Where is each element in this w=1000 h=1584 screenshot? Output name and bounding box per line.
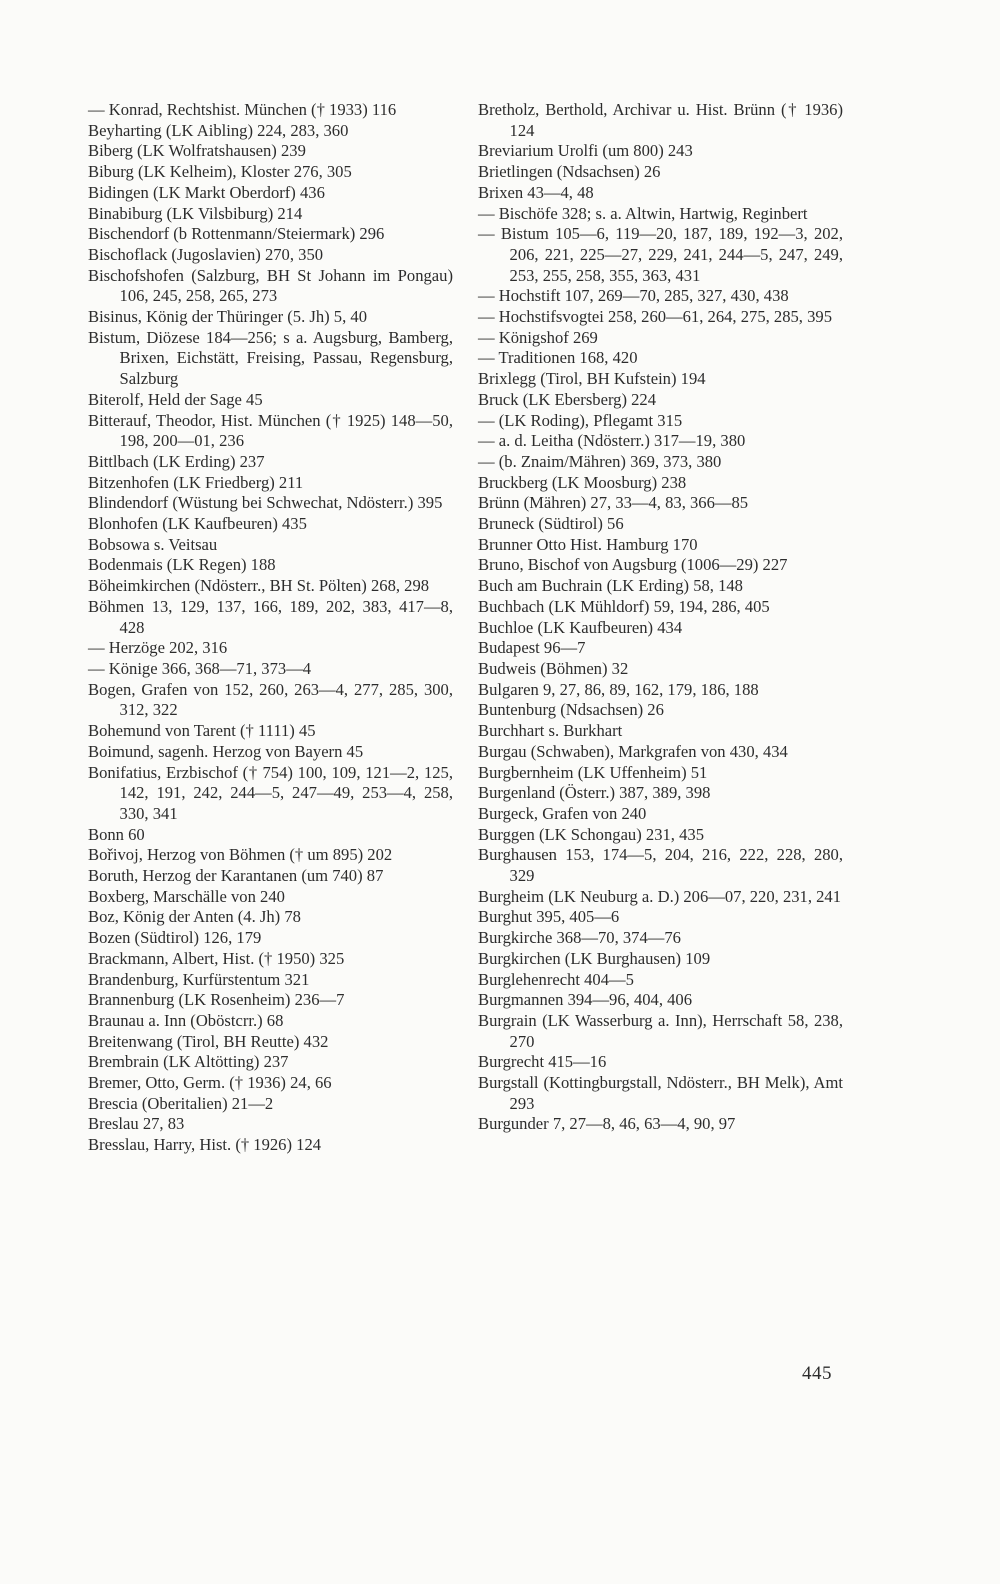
- index-column-right: [478, 100, 843, 1135]
- index-entry: — (LK Roding), Pflegamt 315: [478, 410, 683, 430]
- index-entry: Blindendorf (Wüstung bei Schwechat, Ndösterr.) 395: [88, 493, 443, 513]
- index-entry: Breitenwang (Tirol, BH Reutte) 432: [88, 1031, 329, 1051]
- index-entry: — (b. Znaim/Mähren) 369, 373, 380: [478, 451, 722, 471]
- index-entry: Blonhofen (LK Kaufbeuren) 435: [88, 514, 307, 534]
- index-entry: Bruck (LK Ebersberg) 224: [478, 389, 657, 409]
- index-entry: Bremer, Otto, Germ. († 1936) 24, 66: [88, 1073, 332, 1093]
- index-entry: Burgbernheim (LK Uffenheim) 51: [478, 762, 708, 782]
- index-entry: Bozen (Südtirol) 126, 179: [88, 928, 262, 948]
- index-entry: Burgenland (Österr.) 387, 389, 398: [478, 783, 711, 803]
- index-entry: Bonn 60: [88, 824, 145, 844]
- index-entry: Brackmann, Albert, Hist. († 1950) 325: [88, 948, 345, 968]
- index-entry: Braunau a. Inn (Oböstcrr.) 68: [88, 1010, 284, 1030]
- index-entry: Bitzenhofen (LK Friedberg) 211: [88, 472, 304, 492]
- index-entry: Burghausen 153, 174—5, 204, 216, 222, 228, 280, 329: [478, 845, 843, 886]
- index-entry: — Herzöge 202, 316: [88, 638, 228, 658]
- index-entry: Burgheim (LK Neuburg a. D.) 206—07, 220, 231, 241: [478, 886, 842, 906]
- index-entry: Boimund, sagenh. Herzog von Bayern 45: [88, 741, 364, 761]
- index-entry: Brembrain (LK Altötting) 237: [88, 1052, 289, 1072]
- index-entry: — Traditionen 168, 420: [478, 348, 638, 368]
- index-entry: Burglehenrecht 404—5: [478, 969, 634, 989]
- index-entry: Boruth, Herzog der Karantanen (um 740) 87: [88, 866, 384, 886]
- index-entry: Bogen, Grafen von 152, 260, 263—4, 277, 285, 300, 312, 322: [88, 679, 453, 720]
- index-entry: — a. d. Leitha (Ndösterr.) 317—19, 380: [478, 431, 746, 451]
- index-entry: — Könige 366, 368—71, 373—4: [88, 658, 312, 678]
- index-entry: Buchloe (LK Kaufbeuren) 434: [478, 617, 683, 637]
- index-entry: Brixlegg (Tirol, BH Kufstein) 194: [478, 369, 706, 389]
- index-entry: Budapest 96—7: [478, 638, 586, 658]
- index-entry: Brunner Otto Hist. Hamburg 170: [478, 534, 698, 554]
- index-entry: Bitterauf, Theodor, Hist. München († 1925) 148—50, 198, 200—01, 236: [88, 410, 453, 451]
- index-entry: Bobsowa s. Veitsau: [88, 534, 218, 554]
- index-entry: Bistum, Diözese 184—256; s a. Augsburg, Bamberg, Brixen, Eichstätt, Freising, Passau, Regensburg, Salzburg: [88, 327, 453, 389]
- index-entry: Brescia (Oberitalien) 21—2: [88, 1093, 274, 1113]
- index-entry: Burgeck, Grafen von 240: [478, 803, 647, 823]
- index-entry: Böheimkirchen (Ndösterr., BH St. Pölten) 268, 298: [88, 576, 430, 596]
- index-entry: Burgrecht 415—16: [478, 1052, 607, 1072]
- index-entry: Böhmen 13, 129, 137, 166, 189, 202, 383, 417—8, 428: [88, 596, 453, 637]
- index-entry: Breslau 27, 83: [88, 1114, 185, 1134]
- index-entry: Bohemund von Tarent († 1111) 45: [88, 721, 316, 741]
- index-entry: Bonifatius, Erzbischof († 754) 100, 109, 121—2, 125, 142, 191, 242, 244—5, 247—49, 253—4, 258, 330, 341: [88, 762, 453, 823]
- index-entry: Breviarium Urolfi (um 800) 243: [478, 141, 693, 161]
- index-entry: Bischoflack (Jugoslavien) 270, 350: [88, 244, 324, 264]
- index-entry: Bischofshofen (Salzburg, BH St Johann im Pongau) 106, 245, 258, 265, 273: [88, 265, 453, 306]
- index-entry: Buch am Buchrain (LK Erding) 58, 148: [478, 576, 743, 596]
- index-entry: Biberg (LK Wolfratshausen) 239: [88, 141, 306, 161]
- index-entry: Biterolf, Held der Sage 45: [88, 389, 263, 409]
- index-entry: Binabiburg (LK Vilsbiburg) 214: [88, 203, 303, 223]
- index-entry: Brixen 43—4, 48: [478, 182, 594, 202]
- index-column-left: [88, 100, 453, 1156]
- index-entry: Bresslau, Harry, Hist. († 1926) 124: [88, 1135, 322, 1155]
- index-entry: Burgkirche 368—70, 374—76: [478, 928, 681, 948]
- index-entry: Bulgaren 9, 27, 86, 89, 162, 179, 186, 188: [478, 679, 759, 699]
- index-entry: Brietlingen (Ndsachsen) 26: [478, 162, 661, 182]
- index-entry: Buchbach (LK Mühldorf) 59, 194, 286, 405: [478, 596, 770, 616]
- index-entry: Burgstall (Kottingburgstall, Ndösterr., BH Melk), Amt 293: [478, 1073, 843, 1113]
- index-entry: Beyharting (LK Aibling) 224, 283, 360: [88, 120, 349, 140]
- index-entry: Bruneck (Südtirol) 56: [478, 514, 624, 534]
- index-entry: — Hochstifsvogtei 258, 260—61, 264, 275, 285, 395: [478, 307, 832, 327]
- index-entry: Burgunder 7, 27—8, 46, 63—4, 90, 97: [478, 1114, 736, 1134]
- index-entry: Bodenmais (LK Regen) 188: [88, 555, 276, 575]
- index-entry: Burgmannen 394—96, 404, 406: [478, 990, 693, 1010]
- index-entry: Burchhart s. Burkhart: [478, 721, 623, 741]
- index-entry: Bruckberg (LK Moosburg) 238: [478, 472, 687, 492]
- index-entry: Bischendorf (b Rottenmann/Steiermark) 296: [88, 224, 385, 244]
- index-entry: Boxberg, Marschälle von 240: [88, 886, 285, 906]
- index-entry: Bořivoj, Herzog von Böhmen († um 895) 202: [88, 845, 393, 865]
- index-entry: Burgrain (LK Wasserburg a. Inn), Herrschaft 58, 238, 270: [478, 1010, 843, 1051]
- index-entry: — Bischöfe 328; s. a. Altwin, Hartwig, Reginbert: [478, 203, 808, 223]
- index-entry: — Bistum 105—6, 119—20, 187, 189, 192—3, 202, 206, 221, 225—27, 229, 241, 244—5, 247, 249, 253, 255, 258, 355, 363, 431: [478, 224, 843, 285]
- index-entry: Burggen (LK Schongau) 231, 435: [478, 824, 704, 844]
- index-entry: — Konrad, Rechtshist. München († 1933) 116: [88, 100, 397, 119]
- index-entry: Budweis (Böhmen) 32: [478, 658, 629, 678]
- index-entry: Burgkirchen (LK Burghausen) 109: [478, 948, 711, 968]
- index-entry: Bisinus, König der Thüringer (5. Jh) 5, 40: [88, 307, 367, 327]
- index-entry: Brünn (Mähren) 27, 33—4, 83, 366—85: [478, 493, 749, 513]
- page-number: 445: [802, 1363, 832, 1384]
- index-entry: Biburg (LK Kelheim), Kloster 276, 305: [88, 162, 352, 182]
- index-entry: Burgau (Schwaben), Markgrafen von 430, 434: [478, 741, 788, 761]
- index-entry: Brandenburg, Kurfürstentum 321: [88, 969, 310, 989]
- index-entry: — Hochstift 107, 269—70, 285, 327, 430, 438: [478, 286, 789, 306]
- index-entry: Bidingen (LK Markt Oberdorf) 436: [88, 182, 325, 202]
- index-entry: Bruno, Bischof von Augsburg (1006—29) 227: [478, 555, 788, 575]
- index-entry: Burghut 395, 405—6: [478, 907, 620, 927]
- index-entry: Brannenburg (LK Rosenheim) 236—7: [88, 990, 345, 1010]
- index-entry: Boz, König der Anten (4. Jh) 78: [88, 907, 301, 927]
- index-entry: — Königshof 269: [478, 327, 598, 347]
- index-entry: Bretholz, Berthold, Archivar u. Hist. Brünn († 1936) 124: [478, 100, 843, 140]
- index-entry: Bittlbach (LK Erding) 237: [88, 451, 265, 471]
- index-entry: Buntenburg (Ndsachsen) 26: [478, 700, 664, 720]
